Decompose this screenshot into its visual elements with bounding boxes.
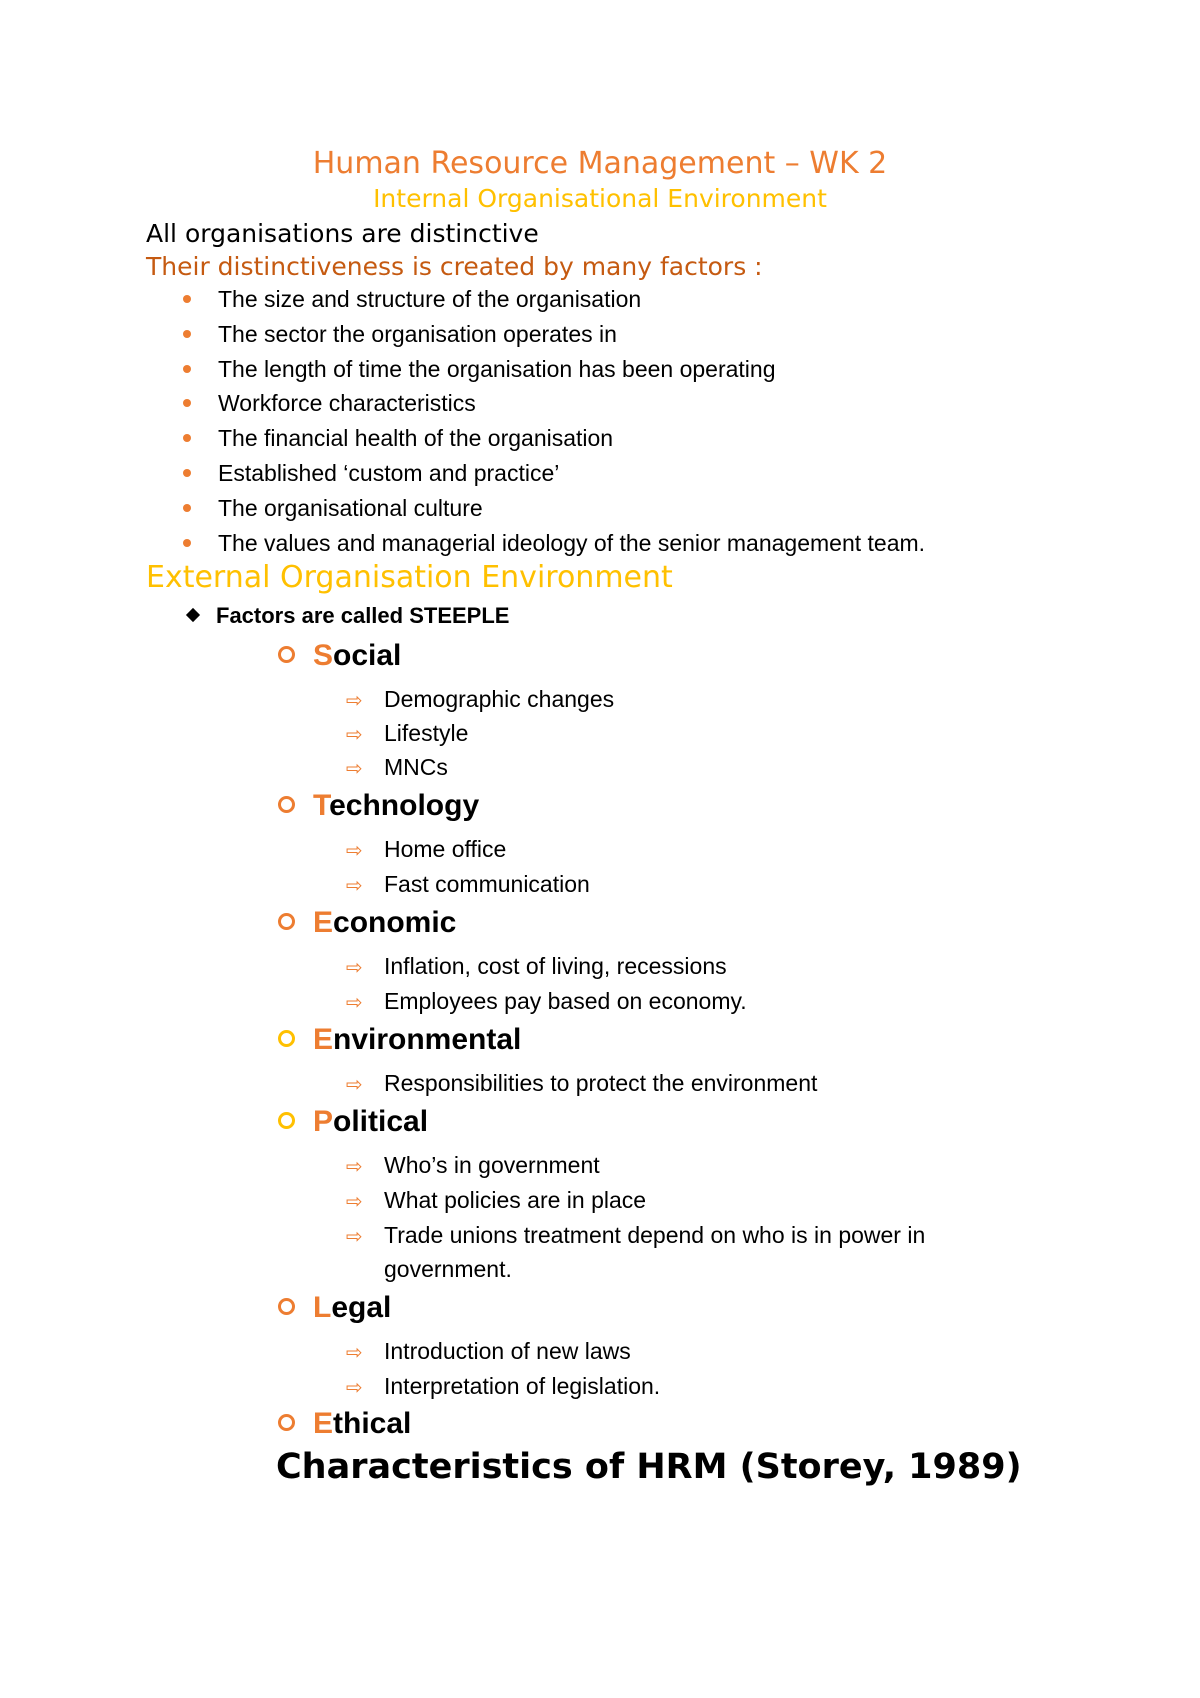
bullet-icon: [183, 399, 191, 407]
circle-bullet-icon: [278, 1030, 295, 1047]
sub-item-text: Inflation, cost of living, recessions: [384, 953, 727, 979]
factor-initial: E: [313, 906, 334, 939]
factor-label: nvironmental: [333, 1023, 522, 1056]
intro-line: All organisations are distinctive: [146, 219, 539, 248]
list-item: [0, 456, 925, 491]
sub-item: [346, 869, 590, 900]
bullet-icon: [183, 539, 191, 547]
factor-label: egal: [331, 1291, 392, 1324]
bullet-icon: [183, 330, 191, 338]
factor-label: thical: [333, 1407, 412, 1440]
list-item-text: The values and managerial ideology of the senior management team.: [218, 529, 926, 556]
sub-item: [346, 1150, 600, 1181]
sub-item: [346, 1068, 817, 1099]
characteristics-heading: Characteristics of HRM (Storey, 1989): [276, 1447, 1022, 1487]
list-item-text: The financial health of the organisation: [218, 425, 614, 452]
sub-item: [346, 752, 448, 783]
factor-technology: [278, 788, 479, 824]
list-item: [0, 421, 925, 456]
sub-item: [346, 1185, 646, 1216]
arrow-icon: ⇨: [346, 955, 363, 979]
sub-item-text: Lifestyle: [384, 720, 469, 746]
list-item-text: Established ‘custom and practice’: [218, 459, 560, 486]
sub-item-text: Responsibilities to protect the environment: [384, 1070, 818, 1096]
factor-initial: E: [313, 1023, 334, 1056]
arrow-icon: ⇨: [346, 1224, 363, 1248]
list-item: [0, 526, 925, 561]
factor-economic: [278, 905, 456, 941]
list-item-text: The organisational culture: [218, 494, 483, 521]
circle-bullet-icon: [278, 646, 295, 663]
external-environment-heading: External Organisation Environment: [146, 560, 673, 595]
arrow-icon: ⇨: [346, 1154, 363, 1178]
circle-bullet-icon: [278, 1112, 295, 1129]
factor-initial: S: [313, 639, 334, 672]
sub-item-continuation: government.: [384, 1256, 512, 1282]
sub-item: [346, 1336, 631, 1367]
sub-item-text: Demographic changes: [384, 686, 615, 712]
sub-item-text: Fast communication: [384, 871, 590, 897]
list-item-text: The size and structure of the organisation: [218, 286, 642, 312]
sub-item-text: What policies are in place: [384, 1187, 647, 1213]
arrow-icon: ⇨: [346, 990, 363, 1014]
list-item-text: The sector the organisation operates in: [218, 320, 617, 347]
bullet-icon: [183, 434, 191, 442]
steeple-label-text: Factors are called STEEPLE: [216, 603, 510, 628]
bullet-icon: [183, 365, 191, 373]
arrow-icon: ⇨: [346, 722, 363, 746]
sub-item-text: Trade unions treatment depend on who is in power in: [384, 1222, 926, 1248]
factor-social: [278, 638, 401, 674]
arrow-icon: ⇨: [346, 1189, 363, 1213]
sub-item: [346, 834, 506, 865]
factor-initial: E: [313, 1407, 334, 1440]
sub-item: [346, 986, 747, 1017]
sub-item: [346, 1371, 660, 1402]
factor-label: conomic: [333, 906, 457, 939]
sub-item-text: Interpretation of legislation.: [384, 1373, 661, 1399]
arrow-icon: ⇨: [346, 1072, 363, 1096]
list-item: [0, 491, 925, 526]
bullet-icon: [183, 504, 191, 512]
list-item: [0, 352, 925, 387]
arrow-icon: ⇨: [346, 1375, 363, 1399]
circle-bullet-icon: [278, 913, 295, 930]
internal-factors-list: [0, 282, 925, 560]
factor-initial: P: [313, 1105, 334, 1138]
sub-item: [346, 718, 468, 749]
factor-initial: T: [313, 789, 330, 822]
sub-item: [346, 1220, 925, 1251]
list-item-text: Workforce characteristics: [218, 390, 476, 417]
document-title: Human Resource Management – WK 2: [312, 146, 888, 181]
sub-item: [346, 951, 727, 982]
factor-ethical: [278, 1406, 411, 1442]
list-item: [0, 386, 925, 421]
arrow-icon: ⇨: [346, 1340, 363, 1364]
factor-environmental: [278, 1022, 521, 1058]
list-item-text: The length of time the organisation has been operating: [218, 355, 776, 382]
sub-item-text: Home office: [384, 836, 507, 862]
factor-label: ocial: [333, 639, 402, 672]
intro-factors-line: Their distinctiveness is created by many factors :: [146, 252, 763, 281]
arrow-icon: ⇨: [346, 838, 363, 862]
arrow-icon: ⇨: [346, 688, 363, 712]
steeple-label: [188, 601, 509, 631]
sub-item-text: Employees pay based on economy.: [384, 988, 747, 1014]
arrow-icon: ⇨: [346, 756, 363, 780]
circle-bullet-icon: [278, 796, 295, 813]
list-item: [0, 282, 925, 317]
factor-legal: [278, 1290, 391, 1326]
factor-initial: L: [313, 1291, 332, 1324]
factor-political: [278, 1104, 428, 1140]
circle-bullet-icon: [278, 1414, 295, 1431]
arrow-icon: ⇨: [346, 873, 363, 897]
factor-label: echnology: [329, 789, 480, 822]
bullet-icon: [183, 469, 191, 477]
sub-item-text: Introduction of new laws: [384, 1338, 631, 1364]
list-item: [0, 317, 925, 352]
bullet-icon: [183, 295, 191, 303]
diamond-bullet-icon: [186, 608, 200, 622]
document-subtitle: Internal Organisational Environment: [373, 184, 827, 213]
circle-bullet-icon: [278, 1298, 295, 1315]
sub-item-text: Who’s in government: [384, 1152, 600, 1178]
sub-item-text: MNCs: [384, 754, 448, 780]
sub-item: [346, 684, 614, 715]
factor-label: olitical: [333, 1105, 429, 1138]
